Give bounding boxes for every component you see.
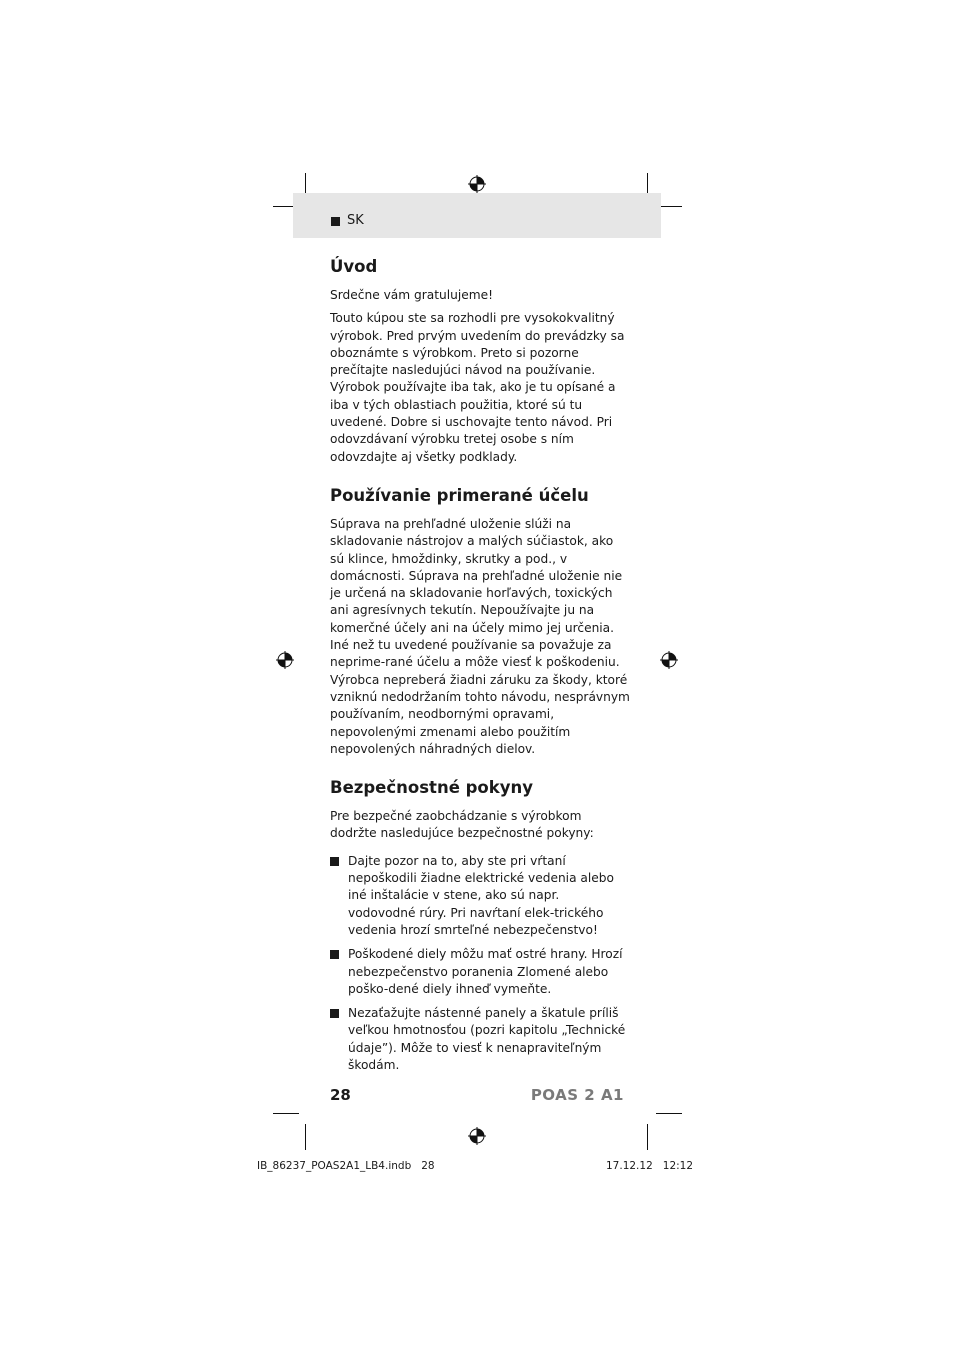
registration-mark-icon (276, 651, 294, 669)
safety-bullet-list (330, 853, 630, 1075)
page-number: 28 (330, 1086, 351, 1104)
list-item (330, 946, 630, 998)
paragraph: Srdečne vám gratulujeme! (330, 288, 493, 302)
list-item (330, 853, 630, 939)
registration-mark-icon (660, 651, 678, 669)
section-heading-intended-use: Používanie primerané účelu (330, 485, 589, 505)
registration-mark-icon (468, 175, 486, 193)
square-bullet-icon (330, 1009, 339, 1018)
registration-mark-icon (468, 1127, 486, 1145)
print-slug-datetime: 17.12.12 12:12 (606, 1160, 694, 1172)
model-name: POAS 2 A1 (530, 1086, 624, 1104)
print-slug-file: IB_86237_POAS2A1_LB4.indb 28 (257, 1160, 435, 1172)
list-item (330, 1005, 630, 1074)
square-bullet-icon (330, 950, 339, 959)
square-bullet-icon (331, 217, 340, 226)
crop-mark (656, 1113, 682, 1114)
paragraph: Súprava na prehľadné uloženie slúži na skladovanie nástrojov a malých súčiastok, ako sú klince, hmoždinky, skrutky a pod., v domácnosti. Súprava na prehľadné uloženie nie je určená na skladovanie horľavých, toxických ani agresívnych tekutín. Nepoužívajte ju na komerčné účely ani na účely mimo jej určenia. Iné než tu uvedené používanie sa považuje za neprime-rané účelu a môže viesť k poškodeniu. Výrobca nepreberá žiadni záruku za škody, ktoré vzniknú nedodržaním tohto návodu, nesprávnym používaním, neodbornými opravami, nepovolenými zmenami alebo použitím nepovolených náhradných dielov. (330, 516, 630, 756)
crop-mark (647, 1124, 648, 1150)
language-label: SK (347, 213, 364, 228)
list-item-text: Nezaťažujte nástenné panely a škatule príliš veľkou hmotnosťou (pozri kapitolu „Technické údaje”). Môže to viesť k nenapraviteľným škodám. (348, 1006, 626, 1072)
list-item-text: Dajte pozor na to, aby ste pri vŕtaní nepoškodili žiadne elektrické vedenia alebo iné inštalácie v stene, ako sú napr. vodovodné rúry. Pri navŕtaní elek-trického vedenia hrozí smrteľné nebezpečenstvo! (348, 853, 614, 937)
list-item-text: Poškodené diely môžu mať ostré hrany. Hrozí nebezpečenstvo poranenia Zlomené alebo poško-dené diely ihneď vymeňte. (348, 947, 623, 996)
square-bullet-icon (330, 857, 339, 866)
section-heading-uvod: Úvod (330, 257, 378, 276)
document-body (330, 256, 630, 1081)
section-heading-safety: Bezpečnostné pokyny (330, 778, 534, 798)
crop-mark (273, 1113, 299, 1114)
crop-mark (305, 1124, 306, 1150)
paragraph: Touto kúpou ste sa rozhodli pre vysokokvalitný výrobok. Pred prvým uvedením do prevádzky sa oboznámte s výrobkom. Preto si pozorne prečítajte nasledujúci návod na používanie. Výrobok používajte iba tak, ako je tu opísané a iba v tých oblastiach použitia, ktoré sú tu uvedené. Dobre si uschovajte tento návod. Pri odovzdávaní výrobku tretej osobe s ním odovzdajte aj všetky podklady. (330, 311, 625, 464)
paragraph: Pre bezpečné zaobchádzanie s výrobkom dodržte nasledujúce bezpečnostné pokyny: (330, 809, 594, 841)
